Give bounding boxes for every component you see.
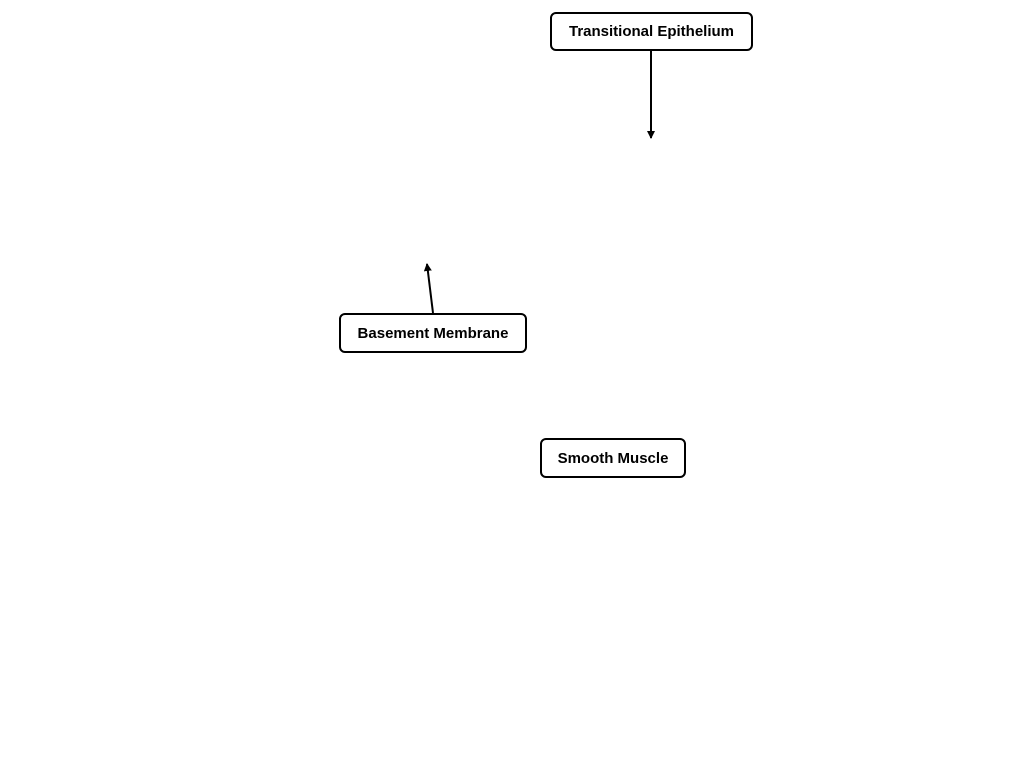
- smooth-muscle-label: [540, 438, 686, 478]
- transitional-epithelium-text: Transitional Epithelium: [568, 23, 735, 40]
- basement-membrane-label: [339, 313, 527, 353]
- transitional-epithelium-label: [550, 12, 753, 51]
- basement-membrane-arrow: [427, 264, 433, 313]
- basement-membrane-text: Basement Membrane: [357, 324, 509, 342]
- smooth-muscle-text: Smooth Muscle: [557, 449, 669, 467]
